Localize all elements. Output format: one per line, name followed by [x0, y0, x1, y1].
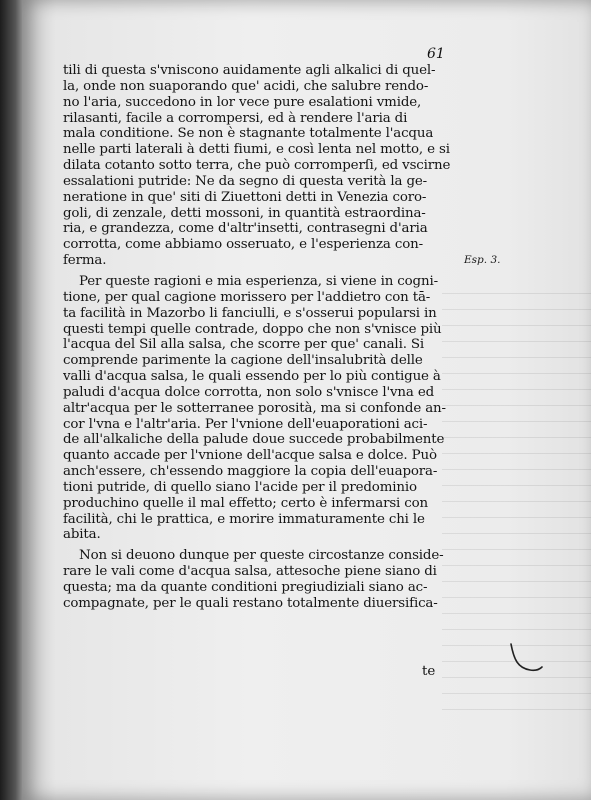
book-page: [22, 0, 591, 800]
text-line: l'acqua del Sil alla salsa, che scorre per que' canali. Si: [63, 337, 425, 353]
text-line: dilata cotanto sotto terra, che può corromperſi, ed vscirne: [63, 158, 451, 174]
text-line: questa; ma da quante conditioni pregiudiziali siano ac-: [63, 580, 428, 595]
text-line: valli d'acqua salsa, le quali essendo per lo più contigue à: [63, 369, 441, 385]
text-line: goli, di zenzale, detti mossoni, in quantità estraordina-: [63, 205, 426, 221]
body-text: [63, 63, 461, 612]
text-line: essalationi putride: Ne da segno di questa verità la ge-: [63, 173, 428, 189]
text-line: tione, per qual cagione morissero per l'addietro con tā-: [63, 289, 431, 305]
text-line: comprende parimente la cagione dell'insalubrità delle: [63, 353, 423, 369]
text-line: altr'acqua per le sotterranee porosità, ma si confonde an-: [63, 400, 446, 416]
text-line: cor l'vna e l'altr'aria. Per l'vnione dell'euaporationi aci-: [63, 416, 428, 432]
text-line: compagnate, per le quali restano totalmente diuersifica-: [63, 595, 438, 611]
page-number: 61: [427, 46, 445, 62]
text-line: rare le vali come d'acqua salsa, attesoche piene siano di: [63, 564, 437, 580]
text-line: ria, e grandezza, come d'altr'insetti, contrasegni d'aria: [63, 221, 428, 237]
text-line: Per queste ragioni e mia esperienza, si viene in cogni-: [79, 273, 438, 289]
text-line: quanto accade per l'vnione dell'acque salsa e dolce. Può: [63, 448, 437, 464]
text-line: mala conditione. Se non è stagnante totalmente l'acqua: [63, 126, 434, 142]
text-line: ferma.: [63, 253, 107, 269]
text-line: produchino quelle il mal effetto; certo è infermarsi con: [63, 495, 429, 511]
text-line: ta facilità in Mazorbo li fanciulli, e s'osserui popularsi in: [63, 305, 437, 321]
text-line: tioni putride, di quello siano l'acide per il predominio: [63, 479, 417, 495]
margin-note: Esp. 3.: [464, 254, 501, 266]
book-spine-shadow: [0, 0, 22, 800]
text-line: facilità, chi le prattica, e morire immaturamente chi le: [63, 511, 425, 527]
text-line: la, onde non suaporando que' acidi, che salubre rendo-: [63, 78, 429, 94]
catchword: te: [422, 664, 436, 679]
text-line: questi tempi quelle contrade, doppo che non s'vnisce più: [63, 321, 442, 337]
text-line: corrotta, come abbiamo osseruato, e l'esperienza con-: [63, 237, 423, 253]
text-line: de all'alkaliche della palude doue succede probabilmente: [63, 432, 445, 448]
text-line: nelle parti laterali à detti fiumi, e così lenta nel motto, e si: [63, 142, 450, 158]
margin-stroke-mark: [508, 640, 544, 676]
text-line: abita.: [63, 527, 101, 543]
text-line: rilasanti, facile a corrompersi, ed à rendere l'aria di: [63, 110, 408, 126]
text-line: Non si deuono dunque per queste circostanze conside-: [79, 548, 444, 564]
text-line: paludi d'acqua dolce corrotta, non solo s'vnisce l'vna ed: [63, 384, 435, 400]
text-line: tili di questa s'vniscono auidamente agli alkalici di quel-: [63, 63, 436, 78]
text-line: anch'essere, ch'essendo maggiore la copia dell'euapora-: [63, 464, 438, 480]
text-line: no l'aria, succedono in lor vece pure esalationi vmide,: [63, 94, 422, 110]
text-line: neratione in que' siti di Ziuettoni detti in Venezia coro-: [63, 189, 427, 205]
